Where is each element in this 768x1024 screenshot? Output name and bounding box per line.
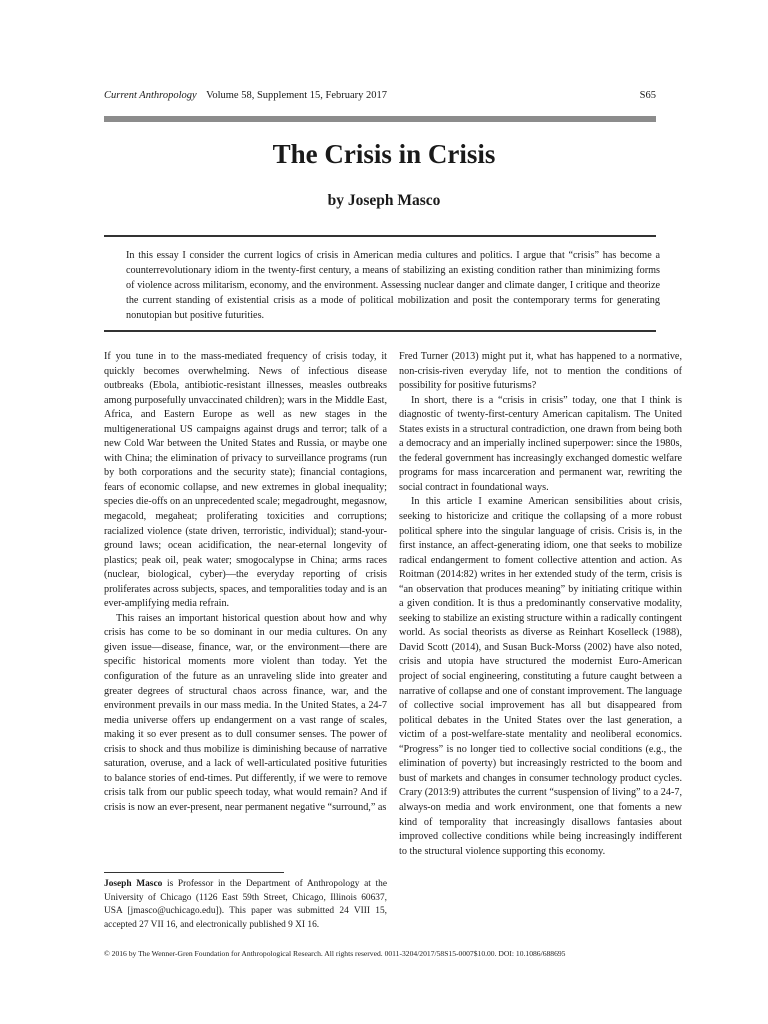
running-head	[104, 90, 656, 106]
author-note-name: Joseph Masco	[104, 879, 163, 889]
footnote-rule	[104, 872, 284, 873]
paragraph: In this article I examine American sensibilities about crisis, seeking to historicize and critique the collapsing of a more robust political sphere into the singular language of crisis. Crisis is, in the first instance, an affect-generating idiom, one that seeks to mobilize radical endangerment to foment collective attention and action. As Roitman (2014:82) writes in her extended study of the term, crisis is “an observation that produces meaning” by initiating critique within a given condition. It is thus a predominantly conservative modality, seeking to stabilize an existing structure within a radically contingent world. As social theorists as diverse as Reinhart Koselleck (1988), David Scott (2014), and Susan Buck-Morss (2002) have also noted, crisis and utopia have structured the modernist Euro-American project of social engineering, constituting a future caught between a narrative of collapse and one of constant improvement. The language of collective social improvement has all but disappeared from political debates in the United States over the last generation, a victim of a post-welfare-state mentality and neoliberal economics. “Progress” is no longer tied to collective social conditions (e.g., the elimination of poverty) but increasingly restricted to the boom and bust of markets and changes in consumer technology product cycles. Crary (2013:9) attributes the current “suspension of living” to a 24-7, always-on media and work environment, one that foments a new kind of temporality that increasingly disallows fantasies about improved collective conditions while being increasingly indifferent to the structural violence supporting this economy.	[399, 496, 682, 857]
journal-name: Current Anthropology	[104, 90, 197, 101]
abstract-bottom-rule	[104, 330, 656, 332]
header-rule	[104, 116, 656, 122]
paragraph: In short, there is a “crisis in crisis” today, one that I think is diagnostic of twenty-first-century American capitalism. The United States exists in a structural contradiction, one drawn from being both a democracy and an imperially inclined superpower: since the 1980s, the federal government has increasingly exchanged domestic welfare programs for mass incarceration and permanent war, rewriting the social contract in foundational ways.	[399, 394, 682, 493]
paragraph: This raises an important historical question about how and why crisis has come to be so dominant in our media cultures. On any given issue—disease, finance, war, or the environment—there are specific historical moments more violent than today. Yet the configuration of the future as an unraveling slide into greater and greater degrees of structural chaos across finance, war, and the environment prevails in our mass media. In the United States, a 24-7 media universe offers up endangerment on a vast range of scales, making it so ever present as to dull consumer senses. The power of crisis to shock and thus mobilize is diminishing because of narrative saturation, overuse, and a lack of well-articulated positive futurities to balance stories of end-times. Put differently, if we were to remove crisis talk from our public speech today, what would remain? And if crisis is now an ever-present, near permanent negative “surround,” as	[104, 612, 387, 813]
byline: by Joseph Masco	[327, 192, 441, 209]
copyright-line: © 2016 by The Wenner-Gren Foundation for Anthropological Research. All rights reserved. 0011-3204/2017/58S15-0007$10.00. DOI: 10.1086/688695	[104, 949, 566, 958]
page-number: S65	[639, 90, 656, 101]
paragraph: Fred Turner (2013) might put it, what has happened to a normative, non-crisis-riven everyday life, not to mention the conditions of possibility for positive futurisms?	[399, 351, 682, 392]
volume-info: Volume 58, Supplement 15, February 2017	[206, 90, 388, 101]
body-column-right	[399, 350, 682, 859]
author-note	[104, 878, 387, 932]
article-title: The Crisis in Crisis	[272, 139, 496, 169]
paragraph: If you tune in to the mass-mediated frequency of crisis today, it quickly becomes overwhelming. News of infectious disease outbreaks (Ebola, antibiotic-resistant illnesses, measles outbreaks among purposefully unvaccinated children); wars in the Middle East, Africa, and Eastern Europe as well as new stages in the multigenerational US campaigns against drugs and terror; talk of a new Cold War between the United States and Russia, or maybe one with China; the elimination of privacy to surveillance programs (run by both corporations and the security state); financial contagions, fears of economic collapse, and new extremes in global inequality; species die-offs on an unprecedented scale; megadrought, megasnow, megacold, megaheat; proliferating toxicities and corruptions; racialized violence (state driven, terroristic, individual); stand-your-ground laws; ocean acidification, the near-eternal longevity of plastics; peak oil, peak water; smogocalypse in China; arms races (nuclear, biological, cyber)—the everyday reporting of crisis proliferates across subjects, spaces, and temporalities today and is an ever-amplifying media refrain.	[104, 351, 387, 610]
abstract: In this essay I consider the current logics of crisis in American media cultures and politics. I argue that “crisis” has become a counterrevolutionary idiom in the twenty-first century, a means of stabilizing an existing condition rather than minimizing forms of violence across militarism, economy, and the environment. Assessing nuclear danger and climate danger, I critique and theorize the current standing of existential crisis as a mode of political mobilization and posit the contemporary terms for generating nonutopian but positive futurities.	[126, 250, 660, 321]
body-column-left	[104, 350, 387, 816]
running-head-citation	[104, 90, 387, 101]
author-note-text: is Professor in the Department of Anthropology at the University of Chicago (1126 East 59th Street, Chicago, Illinois 60637, USA [jmasco@uchicago.edu]). This paper was submitted 24 VIII 15, accepted 27 VII 16, and electronically published 9 XI 16.	[104, 879, 387, 930]
abstract-top-rule	[104, 235, 656, 237]
